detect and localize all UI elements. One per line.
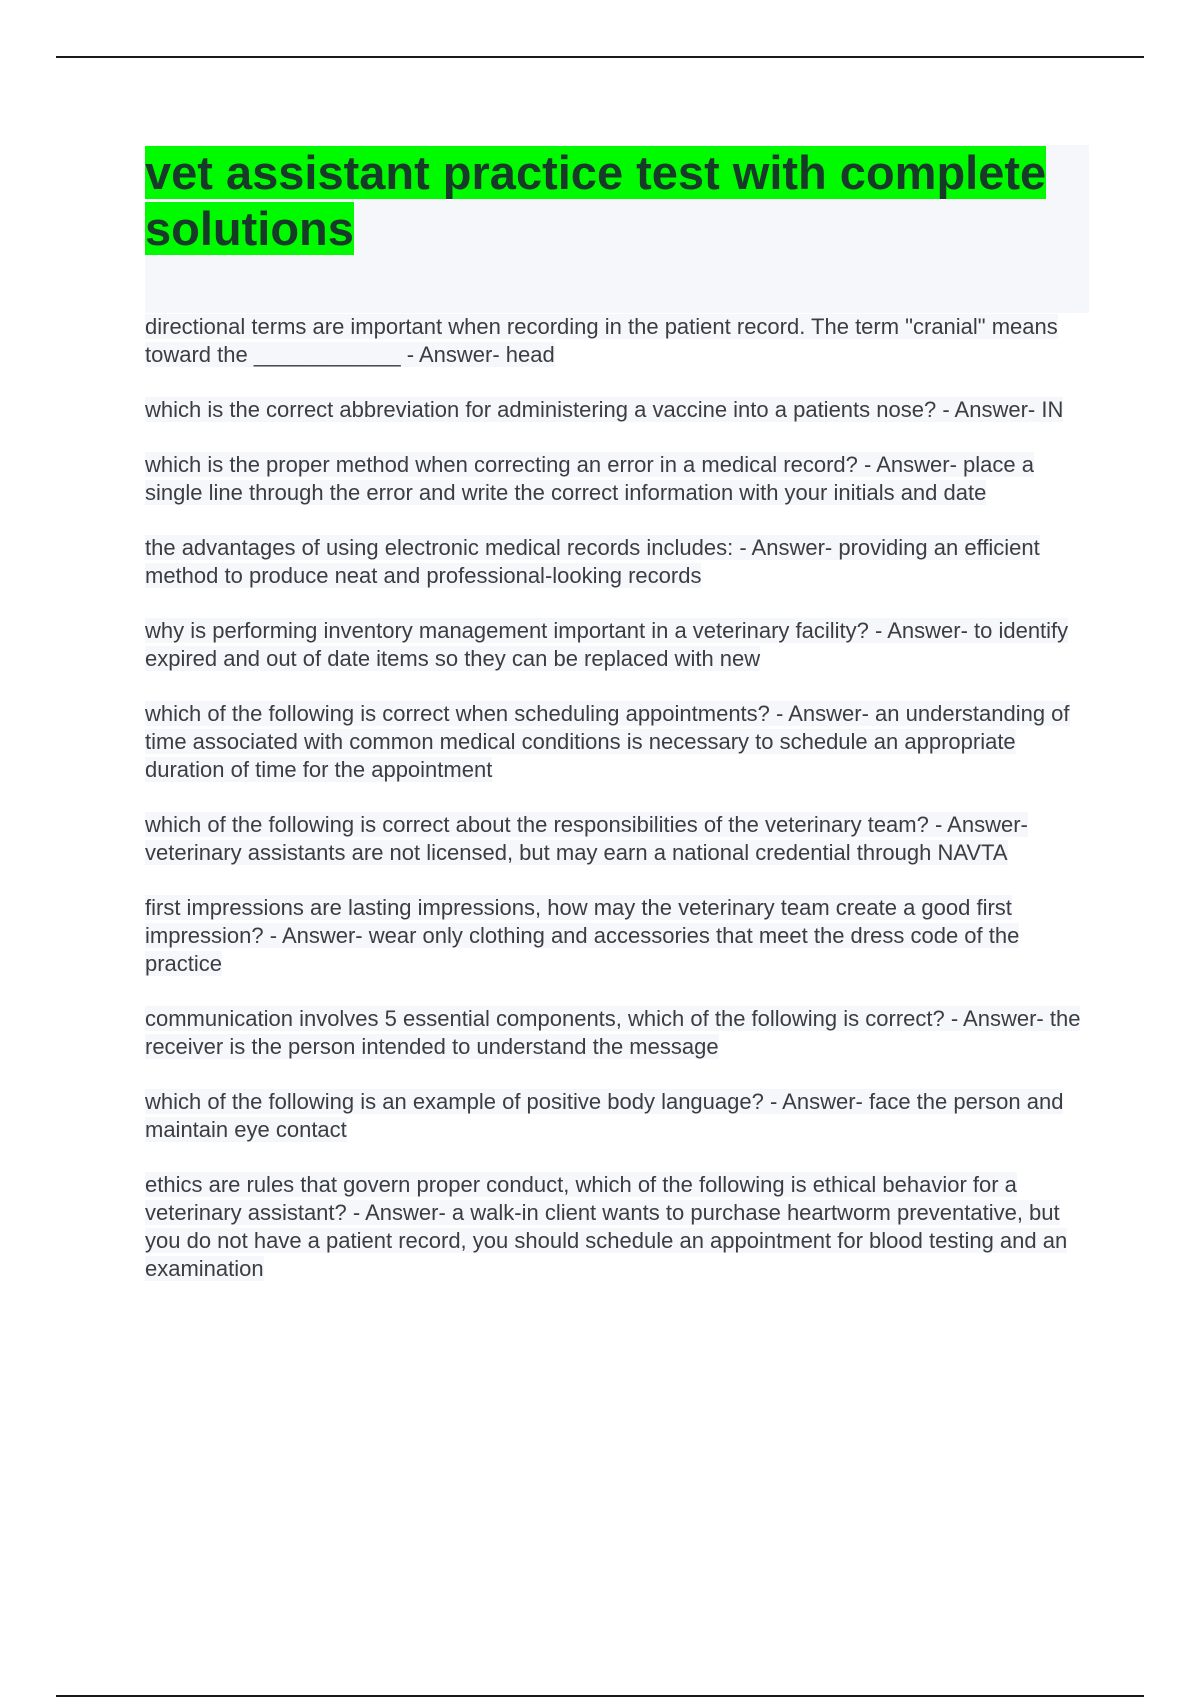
question-item <box>145 811 1089 867</box>
question-text: ethics are rules that govern proper conduct, which of the following is ethical behavior for a veterinary assistant? - Answer- a walk-in client wants to purchase heartworm preventative, but you do not have a patient record, you should schedule an appointment for blood testing and an examination <box>145 1172 1068 1281</box>
question-text: first impressions are lasting impressions, how may the veterinary team create a good first impression? - Answer- wear only clothing and accessories that meet the dress code of the practice <box>145 895 1020 976</box>
question-item <box>145 534 1089 590</box>
footer-rule <box>56 1695 1144 1697</box>
question-text: communication involves 5 essential components, which of the following is correct? - Answer- the receiver is the person intended to understand the message <box>145 1006 1081 1059</box>
question-item <box>145 1171 1089 1283</box>
question-item <box>145 700 1089 784</box>
document-title <box>145 145 1089 257</box>
question-item <box>145 313 1089 369</box>
question-text: which of the following is correct when scheduling appointments? - Answer- an understanding of time associated with common medical conditions is necessary to schedule an appropriate duration of time for the appointment <box>145 701 1070 782</box>
question-text: which of the following is an example of positive body language? - Answer- face the person and maintain eye contact <box>145 1089 1064 1142</box>
question-text: which is the proper method when correcting an error in a medical record? - Answer- place a single line through the error and write the correct information with your initials and date <box>145 452 1034 505</box>
question-text: the advantages of using electronic medical records includes: - Answer- providing an efficient method to produce neat and professional-looking records <box>145 535 1040 588</box>
question-item <box>145 617 1089 673</box>
question-text: which is the correct abbreviation for administering a vaccine into a patients nose? - Answer- IN <box>145 397 1064 422</box>
question-item <box>145 1005 1089 1061</box>
question-item <box>145 396 1089 424</box>
question-item <box>145 451 1089 507</box>
header-rule <box>56 56 1144 58</box>
question-text: directional terms are important when recording in the patient record. The term "cranial" means toward the ____________ - Answer- head <box>145 314 1058 367</box>
question-text: which of the following is correct about the responsibilities of the veterinary team? - Answer- veterinary assistants are not licensed, but may earn a national credential through NAVTA <box>145 812 1028 865</box>
title-block <box>145 145 1089 313</box>
question-list <box>145 313 1089 1310</box>
question-item <box>145 894 1089 978</box>
question-text: why is performing inventory management important in a veterinary facility? - Answer- to identify expired and out of date items so they can be replaced with new <box>145 618 1069 671</box>
document-title-text: vet assistant practice test with complete solutions <box>145 146 1047 255</box>
question-item <box>145 1088 1089 1144</box>
